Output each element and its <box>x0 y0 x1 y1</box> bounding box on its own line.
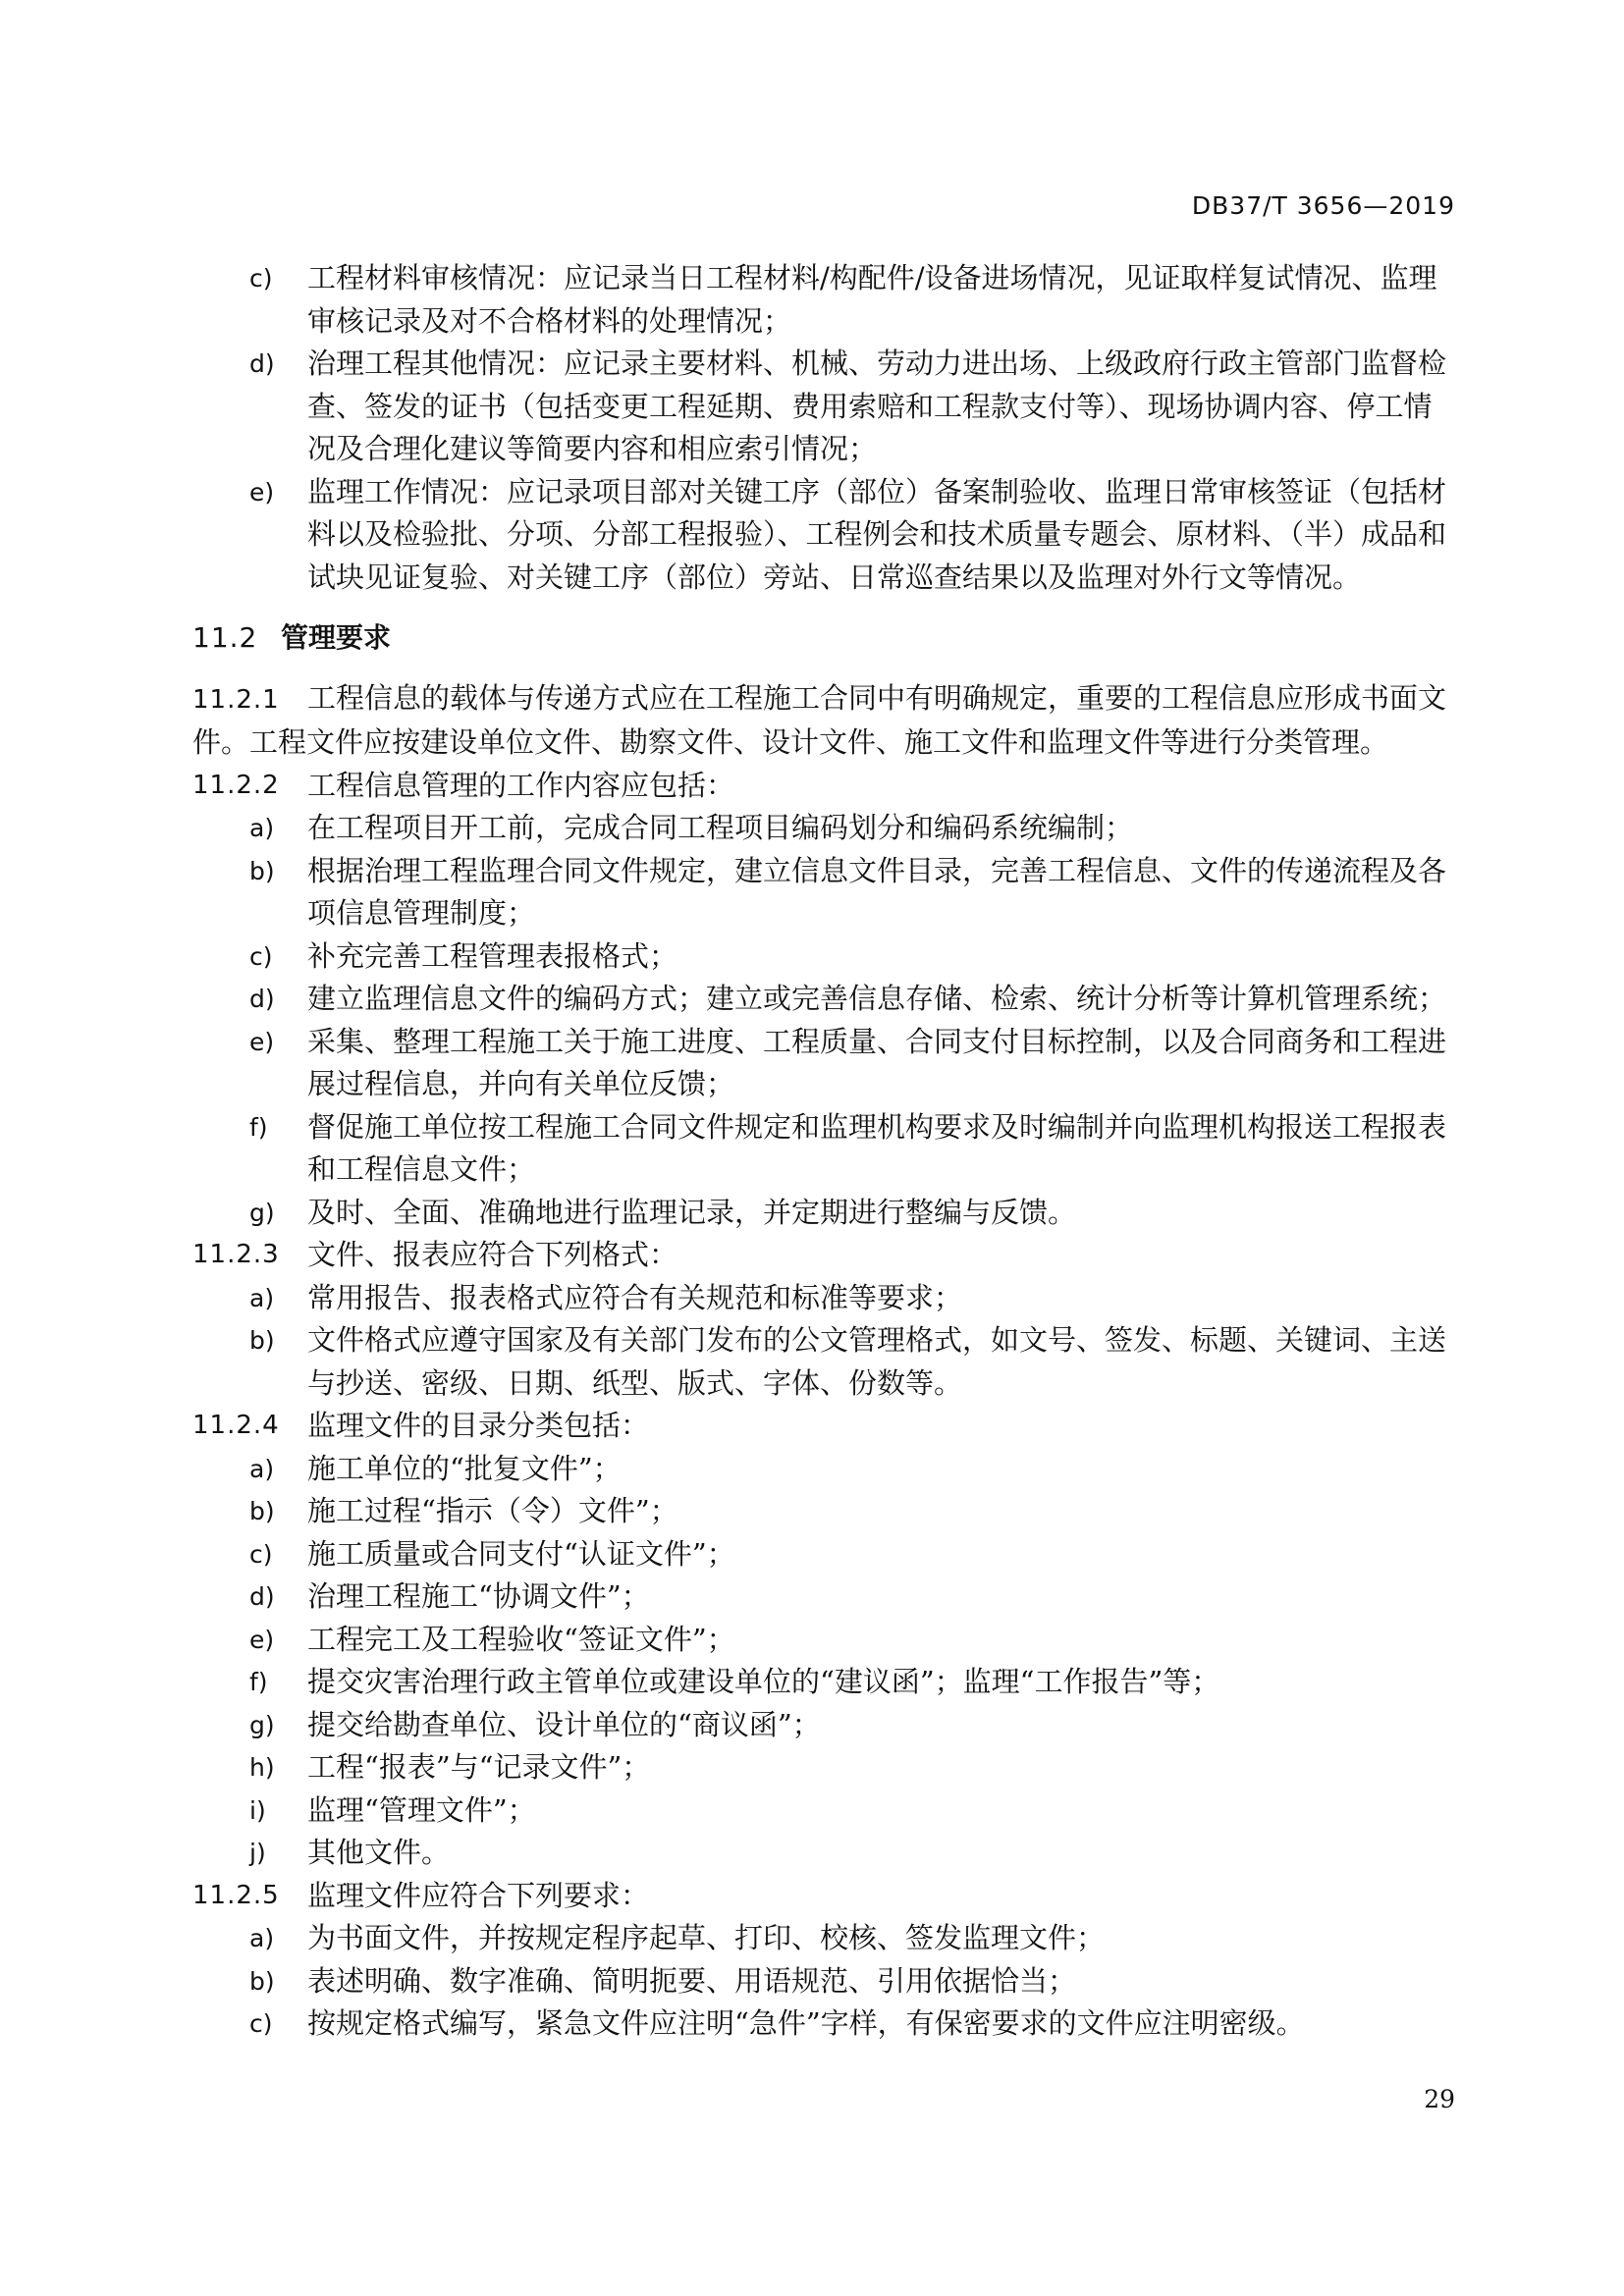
list-marker: e) <box>249 1027 275 1056</box>
list-marker: c) <box>249 941 273 971</box>
list-marker: a) <box>249 1924 275 1952</box>
list-text: 为书面文件，并按规定程序起草、打印、校核、签发监理文件； <box>307 1921 1106 1954</box>
list-text: 工程完工及工程验收“签证文件”； <box>307 1622 735 1656</box>
list-item <box>192 257 1457 343</box>
clause-text: 工程信息管理的工作内容应包括： <box>307 768 735 802</box>
document-body <box>192 257 1457 2046</box>
list-marker: c) <box>249 264 273 293</box>
clause <box>192 1234 1457 1277</box>
list-item <box>192 1106 1457 1192</box>
list-item <box>192 1789 1457 1833</box>
clause <box>192 677 1457 765</box>
list-marker: f) <box>249 1112 268 1142</box>
list-text: 文件格式应遵守国家及有关部门发布的公文管理格式，如文号、签发、标题、关键词、主送与抄送、密级、日期、纸型、版式、字体、份数等。 <box>307 1323 1447 1400</box>
document-code: DB37/T 3656—2019 <box>1191 191 1455 220</box>
list-marker: b) <box>249 1966 275 1996</box>
list-text: 工程“报表”与“记录文件”； <box>307 1750 651 1784</box>
list-marker: d) <box>249 349 275 378</box>
list-item <box>192 1192 1457 1235</box>
list-text: 督促施工单位按工程施工合同文件规定和监理机构要求及时编制并向监理机构报送工程报表和工程信息文件； <box>307 1109 1447 1186</box>
list-text: 其他文件。 <box>307 1836 451 1869</box>
list-text: 施工单位的“批复文件”； <box>307 1451 622 1485</box>
list-text: 及时、全面、准确地进行监理记录，并定期进行整编与反馈。 <box>307 1195 1077 1229</box>
list-item <box>192 1704 1457 1747</box>
list-marker: e) <box>249 1625 275 1654</box>
list-marker: i) <box>249 1795 266 1825</box>
list-text: 根据治理工程监理合同文件规定，建立信息文件目录，完善工程信息、文件的传递流程及各项信息管理制度； <box>307 853 1447 930</box>
clause <box>192 765 1457 808</box>
list-item <box>192 1832 1457 1875</box>
list-marker: c) <box>249 1539 273 1569</box>
list-item <box>192 1490 1457 1533</box>
list-item <box>192 807 1457 850</box>
section-heading <box>192 616 1457 660</box>
clause <box>192 1875 1457 1918</box>
clause-text: 工程信息的载体与传递方式应在工程施工合同中有明确规定，重要的工程信息应形成书面文件。工程文件应按建设单位文件、勘察文件、设计文件、施工文件和监理文件等进行分类管理。 <box>192 680 1447 759</box>
list-text: 治理工程其他情况：应记录主要材料、机械、劳动力进出场、上级政府行政主管部门监督检查、签发的证书（包括变更工程延期、费用索赔和工程款支付等）、现场协调内容、停工情况及合理化建议等简要内容和相应索引情况； <box>307 347 1447 465</box>
clause <box>192 1405 1457 1448</box>
list-item <box>192 343 1457 471</box>
list-text: 监理“管理文件”； <box>307 1792 536 1827</box>
list-item <box>192 1319 1457 1405</box>
list-item <box>192 1960 1457 2003</box>
list-marker: e) <box>249 477 275 507</box>
list-item <box>192 1746 1457 1789</box>
list-marker: b) <box>249 1497 275 1525</box>
clause-text: 文件、报表应符合下列格式： <box>307 1238 678 1271</box>
clause-number: 11.2.3 <box>192 1240 280 1269</box>
list-marker: d) <box>249 985 275 1013</box>
list-text: 工程材料审核情况：应记录当日工程材料/构配件/设备进场情况，见证取样复试情况、监理审核记录及对不合格材料的处理情况； <box>307 261 1437 338</box>
list-item <box>192 1021 1457 1106</box>
list-text: 提交给勘查单位、设计单位的“商议函”； <box>307 1707 821 1741</box>
list-item <box>192 1619 1457 1662</box>
list-item <box>192 1533 1457 1576</box>
list-marker: g) <box>249 1198 275 1227</box>
list-item <box>192 1448 1457 1491</box>
list-item <box>192 2002 1457 2046</box>
list-item <box>192 978 1457 1021</box>
clause-number: 11.2.5 <box>192 1880 280 1910</box>
list-text: 施工质量或合同支付“认证文件”； <box>307 1536 735 1571</box>
list-text: 提交灾害治理行政主管单位或建设单位的“建议函”；监理“工作报告”等； <box>307 1665 1220 1698</box>
list-marker: d) <box>249 1582 275 1611</box>
list-text: 在工程项目开工前，完成合同工程项目编码划分和编码系统编制； <box>307 811 1134 844</box>
clause-number: 11.2.4 <box>192 1411 280 1440</box>
clause-text: 监理文件应符合下列要求： <box>307 1878 650 1912</box>
list-text: 治理工程施工“协调文件”； <box>307 1579 650 1613</box>
list-marker: b) <box>249 1326 275 1355</box>
list-text: 按规定格式编写，紧急文件应注明“急件”字样，有保密要求的文件应注明密级。 <box>307 2006 1305 2040</box>
list-marker: a) <box>249 1454 275 1483</box>
list-text: 表述明确、数字准确、简明扼要、用语规范、引用依据恰当； <box>307 1963 1077 1998</box>
list-item <box>192 1575 1457 1619</box>
list-marker: g) <box>249 1710 275 1739</box>
section-number: 11.2 <box>192 621 258 654</box>
list-item <box>192 1661 1457 1704</box>
clause-text: 监理文件的目录分类包括： <box>307 1409 650 1442</box>
list-marker: a) <box>249 1283 275 1312</box>
page-number: 29 <box>1424 2085 1455 2113</box>
list-marker: b) <box>249 856 275 885</box>
clause-number: 11.2.1 <box>192 684 280 715</box>
list-marker: f) <box>249 1668 268 1696</box>
list-text: 施工过程“指示（令）文件”； <box>307 1494 678 1527</box>
list-text: 建立监理信息文件的编码方式；建立或完善信息存储、检索、统计分析等计算机管理系统； <box>307 982 1447 1015</box>
list-text: 补充完善工程管理表报格式； <box>307 938 678 973</box>
list-text: 常用报告、报表格式应符合有关规范和标准等要求； <box>307 1280 963 1314</box>
list-item <box>192 1277 1457 1320</box>
list-text: 监理工作情况：应记录项目部对关键工序（部位）备案制验收、监理日常审核签证（包括材料以及检验批、分项、分部工程报验）、工程例会和技术质量专题会、原材料、（半）成品和试块见证复验、对关键工序（部位）旁站、日常巡查结果以及监理对外行文等情况。 <box>307 474 1447 594</box>
list-item <box>192 935 1457 979</box>
list-item <box>192 850 1457 935</box>
section-title: 管理要求 <box>281 621 392 654</box>
clause-number: 11.2.2 <box>192 770 280 800</box>
list-item <box>192 1917 1457 1960</box>
list-text: 采集、整理工程施工关于施工进度、工程质量、合同支付目标控制，以及合同商务和工程进展过程信息，并向有关单位反馈； <box>307 1024 1447 1100</box>
list-marker: c) <box>249 2009 273 2038</box>
list-marker: h) <box>249 1753 275 1782</box>
list-item <box>192 471 1457 600</box>
list-marker: a) <box>249 814 275 842</box>
list-marker: j) <box>249 1839 266 1867</box>
